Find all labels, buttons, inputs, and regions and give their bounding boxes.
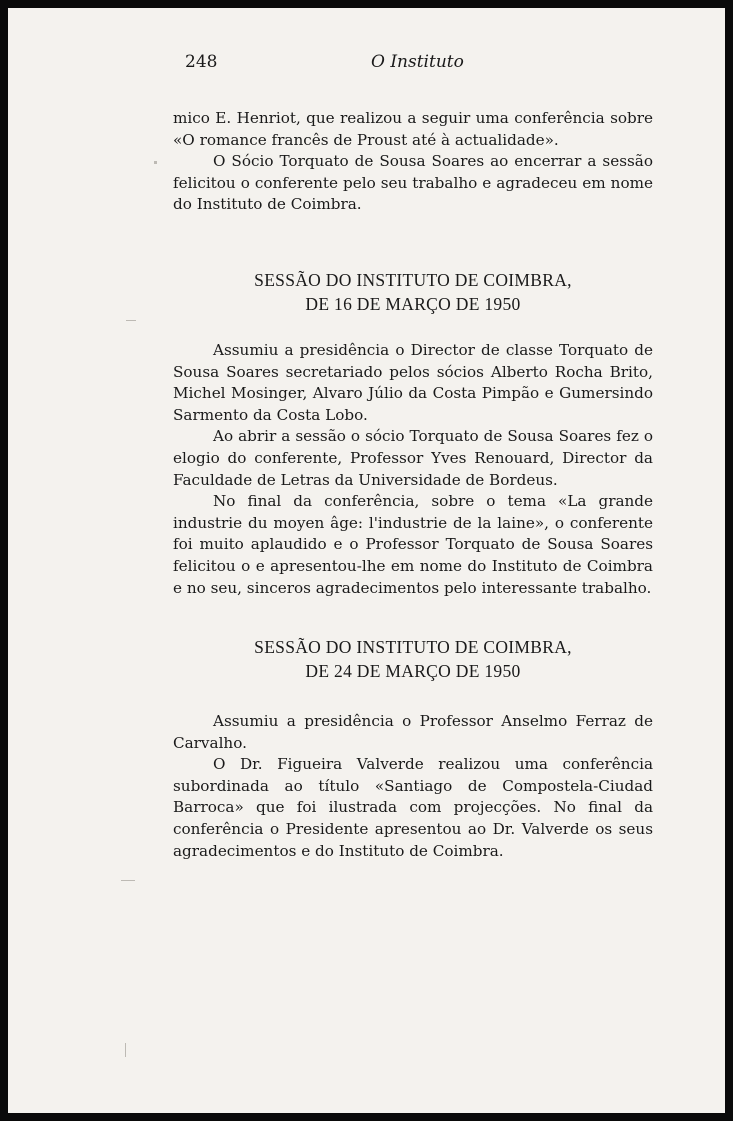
section2-paragraph-1: Assumiu a presidência o Professor Anselmo Ferraz de Carvalho. [173, 712, 653, 752]
page-content [173, 52, 653, 862]
section1-heading-line2: DE 16 DE MARÇO DE 1950 [305, 293, 521, 314]
section2-heading-line1: SESSÃO DO INSTITUTO DE COIMBRA, [254, 637, 572, 658]
section1-body [173, 340, 653, 599]
section2-heading-line2: DE 24 DE MARÇO DE 1950 [305, 661, 521, 682]
page-number: 248 [185, 52, 218, 72]
scan-speck [125, 1043, 126, 1057]
section1-heading [173, 268, 653, 316]
scan-speck [121, 880, 135, 881]
scan-speck [154, 161, 157, 164]
section1-paragraph-3: No final da conferência, sobre o tema «La grande industrie du moyen âge: l'industrie de la laine», o conferente foi muito aplaudido e o Professor Torquato de Sousa Soares felicitou o e apresentou-lhe em nome do Instituto de Coimbra e no seu, sinceros agradecimentos pelo interessante trabalho. [173, 492, 653, 597]
section2-paragraph-2: O Dr. Figueira Valverde realizou uma conferência subordinada ao título «Santiago de Compostela-Ciudad Barroca» que foi ilustrada com projecções. No final da conferência o Presidente apresentou ao Dr. Valverde os seus agradecimentos e do Instituto de Coimbra. [173, 755, 653, 860]
running-title: O Instituto [371, 52, 464, 72]
page-header [173, 52, 653, 82]
intro-paragraph-1: mico E. Henriot, que realizou a seguir uma conferência sobre «O romance francês de Proust até à actualidade». [173, 109, 653, 149]
section2-heading [173, 635, 653, 683]
section1-paragraph-2: Ao abrir a sessão o sócio Torquato de Sousa Soares fez o elogio do conferente, Professor Yves Renouard, Director da Faculdade de Letras da Universidade de Bordeus. [173, 427, 653, 489]
section1-paragraph-1: Assumiu a presidência o Director de classe Torquato de Sousa Soares secretariado pelos sócios Alberto Rocha Brito, Michel Mosinger, Alvaro Júlio da Costa Pimpão e Gumersindo Sarmento da Costa Lobo. [173, 340, 653, 424]
section1-heading-line1: SESSÃO DO INSTITUTO DE COIMBRA, [254, 269, 572, 290]
intro-text [173, 108, 653, 216]
scanned-page [8, 8, 725, 1113]
scan-speck [126, 320, 136, 321]
intro-paragraph-2: O Sócio Torquato de Sousa Soares ao encerrar a sessão felicitou o conferente pelo seu trabalho e agradeceu em nome do Instituto de Coimbra. [173, 152, 653, 214]
section2-body [173, 711, 653, 862]
